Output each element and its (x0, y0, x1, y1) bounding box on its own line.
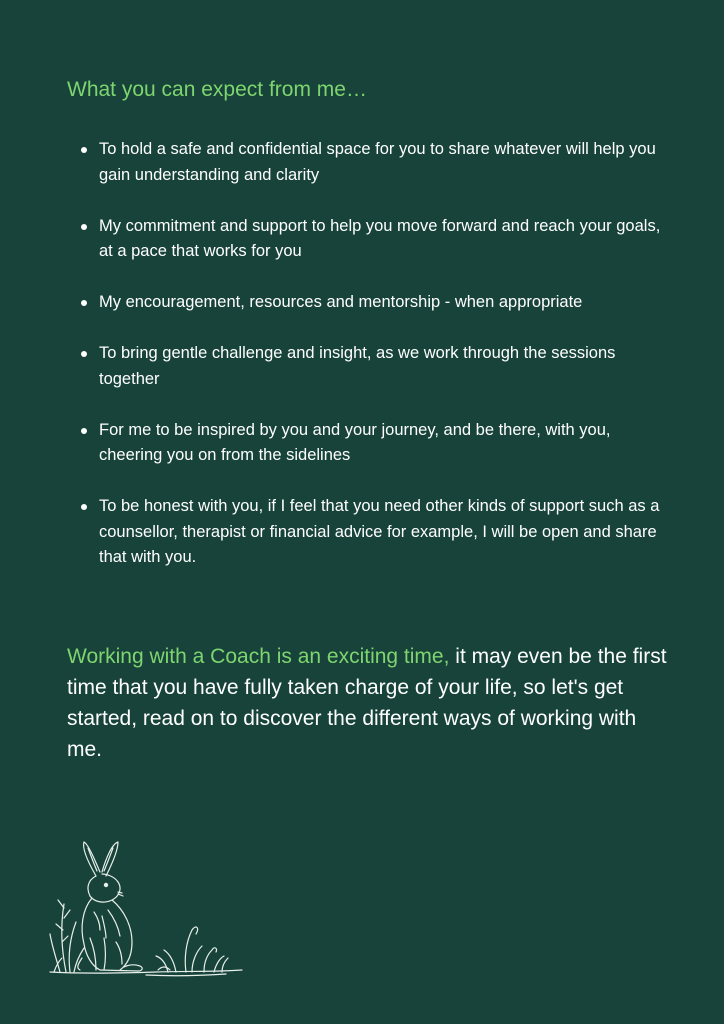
list-item: My encouragement, resources and mentorship - when appropriate (79, 290, 669, 316)
list-item: To be honest with you, if I feel that you need other kinds of support such as a counsellor, therapist or financial advice for example, I will be open and share that with you. (79, 494, 669, 571)
closing-accent-text: Working with a Coach is an exciting time, (67, 645, 450, 668)
list-item: My commitment and support to help you move forward and reach your goals, at a pace that works for you (79, 214, 669, 265)
list-item: For me to be inspired by you and your journey, and be there, with you, cheering you on from the sidelines (79, 418, 669, 469)
hare-line-drawing-icon (46, 838, 246, 983)
list-item: To hold a safe and confidential space for you to share whatever will help you gain understanding and clarity (79, 137, 669, 188)
section-heading: What you can expect from me… (67, 78, 367, 101)
expectations-list (79, 137, 669, 596)
list-item: To bring gentle challenge and insight, as we work through the sessions together (79, 341, 669, 392)
closing-paragraph (67, 641, 667, 765)
closing-body-text: it may even be the first time that you have fully taken charge of your life, so let's get started, read on to discover the different ways of working with me. (67, 645, 667, 761)
